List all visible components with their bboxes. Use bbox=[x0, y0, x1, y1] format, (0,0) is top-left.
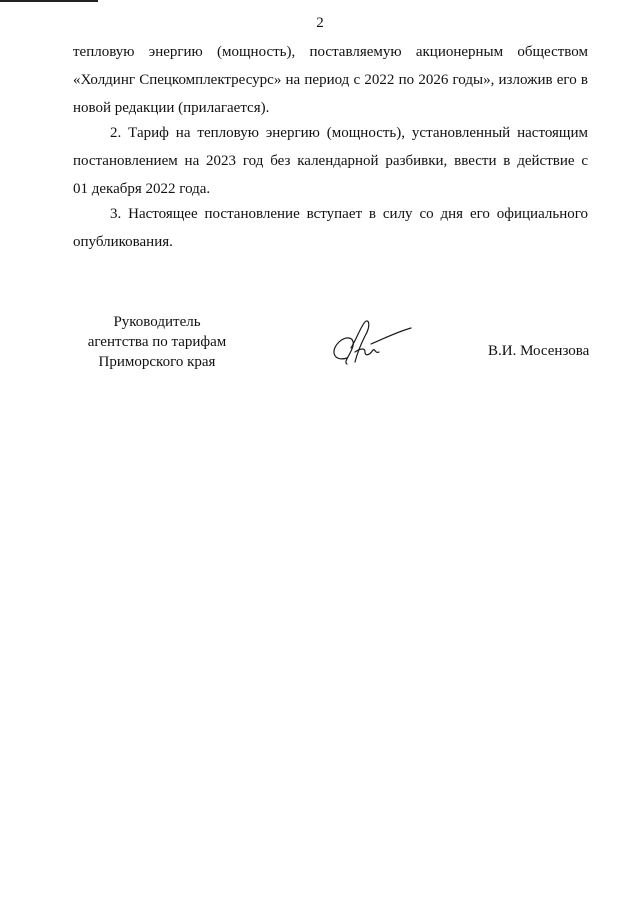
paragraph-2 bbox=[73, 119, 588, 203]
paragraph-2-line-1: 2. Тариф на тепловую энергию (мощность), установленный настоящим bbox=[110, 125, 588, 141]
signer-title-line-1: Руководитель bbox=[113, 314, 201, 330]
signer-title bbox=[82, 312, 232, 372]
paragraph-2-line-3: 01 декабря 2022 года. bbox=[73, 181, 211, 197]
top-rule bbox=[0, 0, 98, 2]
paragraph-1 bbox=[73, 38, 588, 122]
signer-title-line-3: Приморского края bbox=[98, 354, 216, 370]
signer-title-line-2: агентства по тарифам bbox=[87, 334, 227, 350]
paragraph-1-line-3: новой редакции (прилагается). bbox=[73, 100, 270, 116]
signer-name: В.И. Мосензова bbox=[488, 343, 590, 359]
paragraph-1-line-1: тепловую энергию (мощность), поставляемую акционерным обществом bbox=[73, 44, 588, 60]
paragraph-1-line-2: «Холдинг Спецкомплектресурс» на период с 2022 по 2026 годы», изложив его в bbox=[73, 72, 588, 88]
paragraph-3-line-2: опубликования. bbox=[73, 234, 173, 250]
page-number: 2 bbox=[316, 15, 324, 31]
paragraph-2-line-2: постановлением на 2023 год без календарной разбивки, ввести в действие с bbox=[73, 153, 588, 169]
paragraph-3-line-1: 3. Настоящее постановление вступает в силу со дня его официального bbox=[110, 206, 588, 222]
paragraph-3 bbox=[73, 200, 588, 256]
handwritten-signature bbox=[325, 318, 415, 370]
